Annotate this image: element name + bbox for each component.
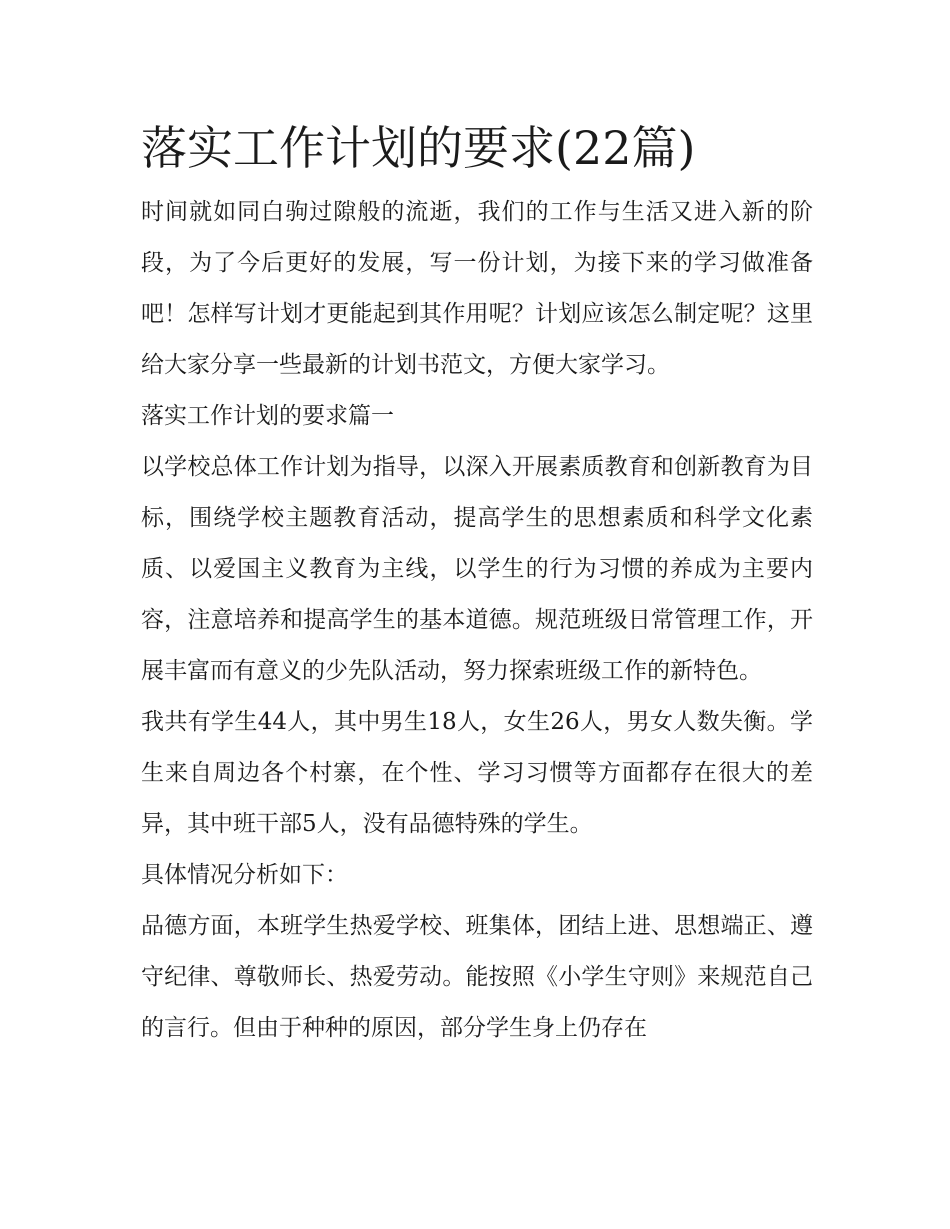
body-paragraph: 具体情况分析如下： bbox=[141, 862, 348, 888]
document-body bbox=[141, 118, 813, 1054]
intro-paragraph: 时间就如同白驹过隙般的流逝，我们的工作与生活又进入新的阶段，为了今后更好的发展，写一份计划，为接下来的学习做准备吧！怎样写计划才更能起到其作用呢？计划应该怎么制定呢？这里给大家分享一些最新的计划书范文，方便大家学习。 bbox=[141, 199, 813, 378]
body-paragraph: 以学校总体工作计划为指导，以深入开展素质教育和创新教育为目标，围绕学校主题教育活动，提高学生的思想素质和科学文化素质、以爱国主义教育为主线，以学生的行为习惯的养成为主要内容，注意培养和提高学生的基本道德。规范班级日常管理工作，开展丰富而有意义的少先队活动，努力探索班级工作的新特色。 bbox=[141, 454, 813, 684]
body-paragraph: 我共有学生44人，其中男生18人，女生26人，男女人数失衡。学生来自周边各个村寨，在个性、学习习惯等方面都存在很大的差异，其中班干部5人，没有品德特殊的学生。 bbox=[141, 709, 813, 837]
section-heading: 落实工作计划的要求篇一 bbox=[141, 403, 394, 429]
body-paragraph: 品德方面，本班学生热爱学校、班集体，团结上进、思想端正、遵守纪律、尊敬师长、热爱劳动。能按照《小学生守则》来规范自己的言行。但由于种种的原因，部分学生身上仍存在 bbox=[141, 913, 813, 1041]
document-title: 落实工作计划的要求(22篇) bbox=[141, 121, 696, 175]
